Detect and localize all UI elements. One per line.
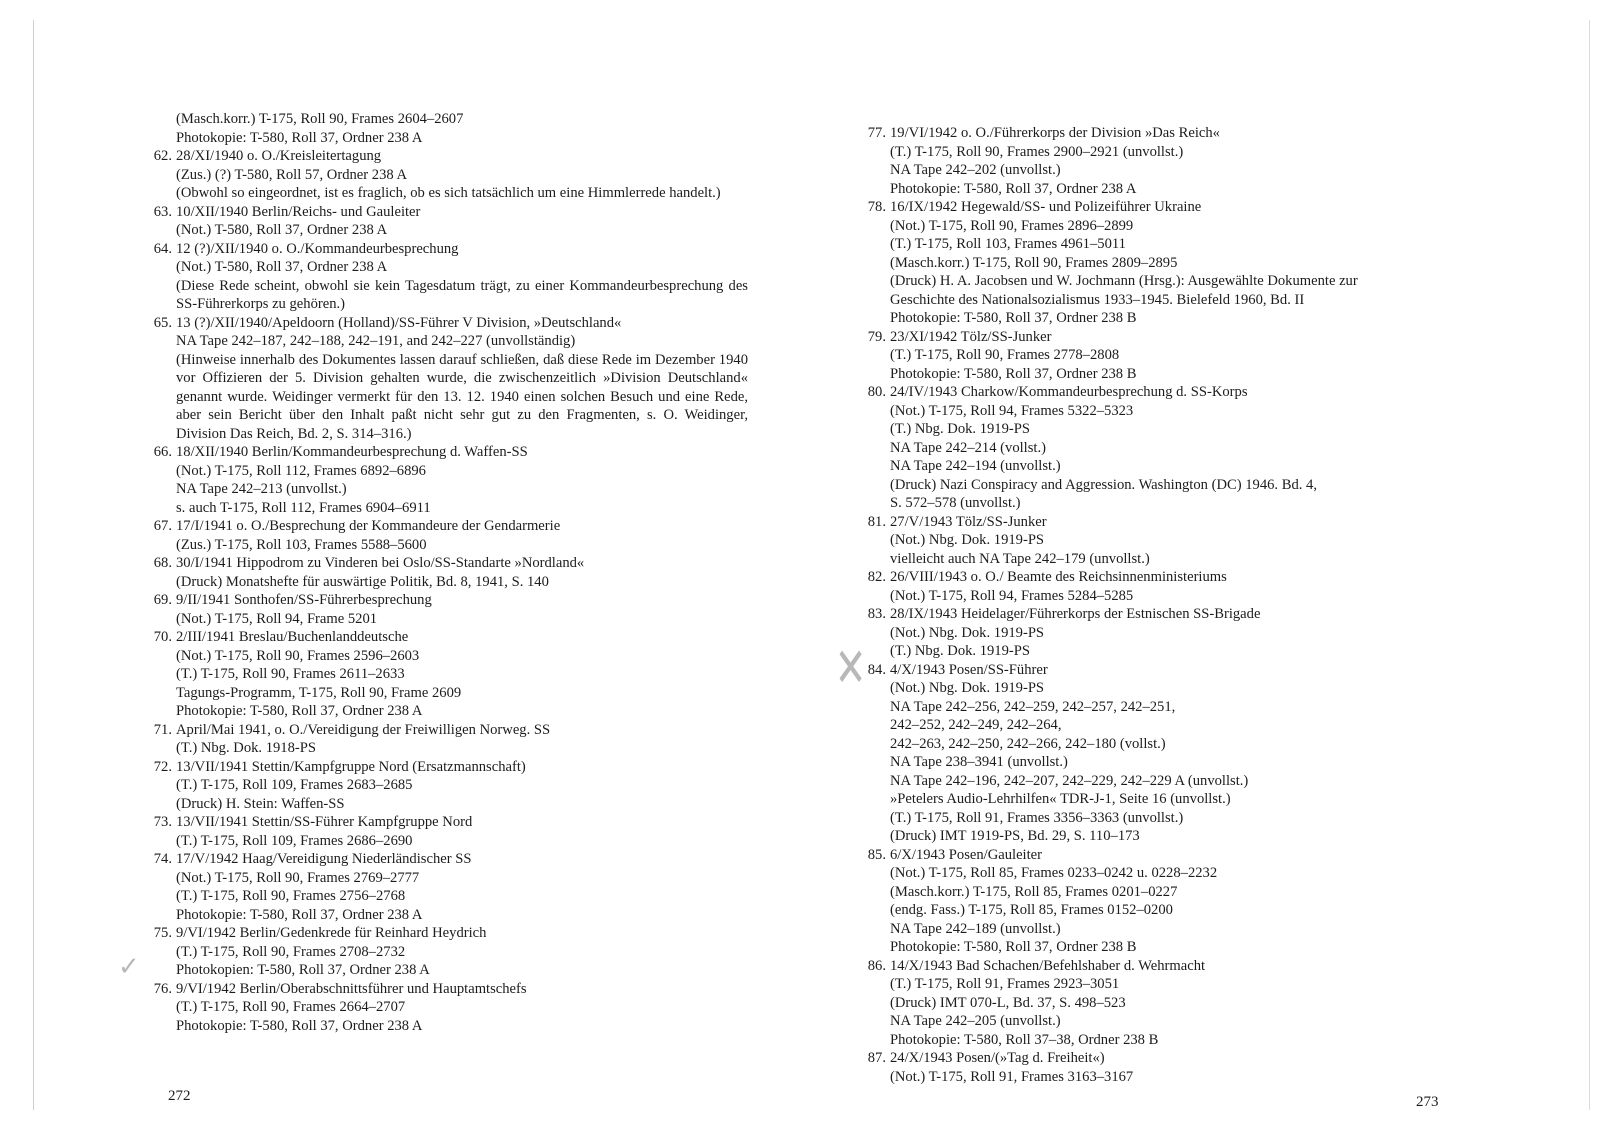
entry-line: Photokopie: T-580, Roll 37, Ordner 238 A: [176, 703, 423, 719]
entry-line: (Zus.) (?) T-580, Roll 57, Ordner 238 A: [176, 166, 408, 183]
entry-line: 28/IX/1943 Heidelager/Führerkorps der Estnischen SS-Brigade: [890, 606, 1261, 622]
entry-item: [148, 980, 748, 1036]
entry-item: [862, 198, 1462, 328]
entry-item: [148, 443, 748, 517]
entry-line: 9/VI/1942 Berlin/Oberabschnittsführer und Hauptamtschefs: [176, 980, 527, 997]
entry-line: 24/X/1943 Posen/(»Tag d. Freiheit«): [890, 1050, 1105, 1066]
entry-line: (Not.) T-175, Roll 112, Frames 6892–6896: [176, 462, 426, 479]
entry-line: 2/III/1941 Breslau/Buchenlanddeutsche: [176, 629, 409, 645]
entry-line: NA Tape 242–202 (unvollst.): [890, 162, 1061, 178]
entry-line: (Masch.korr.) T-175, Roll 90, Frames 2604–2607: [176, 111, 464, 127]
entry-number: 71.: [153, 721, 172, 738]
entry-line: Photokopie: T-580, Roll 37, Ordner 238 A: [176, 129, 423, 146]
entry-line: (Not.) Nbg. Dok. 1919-PS: [890, 624, 1045, 641]
entry-number: 80.: [867, 384, 886, 400]
entry-line: NA Tape 242–205 (unvollst.): [890, 1013, 1061, 1029]
entry-number: 76.: [153, 980, 172, 997]
entry-line: 30/I/1941 Hippodrom zu Vinderen bei Oslo/SS-Standarte »Nordland«: [176, 555, 585, 571]
entry-line: 14/X/1943 Bad Schachen/Befehlshaber d. Wehrmacht: [890, 957, 1206, 974]
entry-line: Photokopie: T-580, Roll 37, Ordner 238 A: [176, 906, 423, 923]
scan-page-edge-left: [33, 20, 34, 1110]
entry-item: [148, 147, 748, 203]
entry-line: (Not.) T-175, Roll 90, Frames 2769–2777: [176, 869, 420, 886]
entry-line: (T.) T-175, Roll 90, Frames 2778–2808: [890, 347, 1120, 363]
entry-line: 24/IV/1943 Charkow/Kommandeurbesprechung d. SS-Korps: [890, 384, 1248, 400]
entry-line: (Not.) T-580, Roll 37, Ordner 238 A: [176, 259, 388, 275]
entry-line: »Petelers Audio-Lehrhilfen« TDR-J-1, Seite 16 (unvollst.): [890, 791, 1231, 807]
entry-line: NA Tape 242–214 (vollst.): [890, 439, 1046, 456]
entry-note: (Obwohl so eingeordnet, ist es fraglich, ob es sich tatsächlich um eine Himmlerrede handelt.): [176, 185, 721, 201]
entry-line: Photokopie: T-580, Roll 37, Ordner 238 B: [890, 939, 1137, 955]
entry-item: [148, 758, 748, 814]
entry-item: [148, 554, 748, 591]
entry-number: 81.: [867, 513, 886, 530]
entry-line: (Not.) Nbg. Dok. 1919-PS: [890, 532, 1045, 548]
entry-note: (Diese Rede scheint, obwohl sie kein Tagesdatum trägt, zu einer Kommandeurbesprechung des SS-Führerkorps zu gehören.): [176, 277, 748, 312]
entry-line: NA Tape 242–196, 242–207, 242–229, 242–229 A (unvollst.): [890, 772, 1249, 789]
entry-line: Photokopie: T-580, Roll 37, Ordner 238 B: [890, 310, 1137, 326]
pencil-cross-mark: ✕: [834, 636, 867, 699]
entry-item: [148, 850, 748, 924]
entry-line: (Not.) T-175, Roll 90, Frames 2896–2899: [890, 217, 1134, 234]
entry-line: NA Tape 242–194 (unvollst.): [890, 458, 1061, 474]
entry-number: 68.: [153, 555, 172, 571]
entry-line: (T.) T-175, Roll 90, Frames 2708–2732: [176, 943, 406, 960]
entry-number: 87.: [867, 1050, 886, 1066]
entry-number: 64.: [153, 240, 172, 257]
entry-item: [862, 383, 1462, 513]
entry-line: Photokopie: T-580, Roll 37, Ordner 238 B: [890, 365, 1137, 382]
entry-line: 9/VI/1942 Berlin/Gedenkrede für Reinhard Heydrich: [176, 925, 487, 941]
entry-line: 12 (?)/XII/1940 o. O./Kommandeurbesprechung: [176, 240, 459, 257]
entry-line: 18/XII/1940 Berlin/Kommandeurbesprechung d. Waffen-SS: [176, 444, 528, 460]
entry-line: (Druck) Nazi Conspiracy and Aggression. Washington (DC) 1946. Bd. 4,: [890, 476, 1317, 493]
entry-line: (T.) T-175, Roll 91, Frames 2923–3051: [890, 976, 1120, 992]
entry-number: 86.: [867, 957, 886, 974]
entry-line: (Not.) T-175, Roll 90, Frames 2596–2603: [176, 647, 420, 664]
entry-line: 13 (?)/XII/1940/Apeldoorn (Holland)/SS-Führer V Division, »Deutschland«: [176, 314, 622, 331]
entry-line: S. 572–578 (unvollst.): [890, 495, 1021, 511]
entry-line: 6/X/1943 Posen/Gauleiter: [890, 846, 1042, 863]
entry-line: (Druck) IMT 1919-PS, Bd. 29, S. 110–173: [890, 828, 1140, 844]
entry-item: [862, 568, 1462, 605]
entry-line: (T.) T-175, Roll 103, Frames 4961–5011: [890, 236, 1126, 252]
entry-number: 66.: [153, 444, 172, 460]
entry-number: 83.: [867, 606, 886, 622]
entry-number: 82.: [867, 569, 886, 585]
entry-line: 27/V/1943 Tölz/SS-Junker: [890, 513, 1047, 530]
entry-line: 28/XI/1940 o. O./Kreisleitertagung: [176, 148, 382, 164]
page-number-right: 273: [1416, 1094, 1439, 1110]
entry-note: (Hinweise innerhalb des Dokumentes lassen darauf schließen, daß diese Rede im Dezember 1940 vor Offizieren der 5. Division gehalten wurde, die zwischenzeitlich »Division Deutschland« genannt wurde. Weidinger vermerkt für den 13. 12. 1940 einen solchen Besuch und eine Rede, aber sein Bericht über den Inhalt paßt nicht sehr gut zu den Fragmenten, s. O. Weidinger, Division Das Reich, Bd. 2, S. 314–316.): [176, 351, 748, 442]
entry-line: (T.) T-175, Roll 109, Frames 2686–2690: [176, 832, 413, 849]
entry-line: (Masch.korr.) T-175, Roll 85, Frames 0201–0227: [890, 883, 1178, 900]
entry-line: (Not.) T-175, Roll 94, Frame 5201: [176, 610, 378, 627]
entry-line: NA Tape 242–213 (unvollst.): [176, 481, 347, 497]
entry-line: (Not.) T-175, Roll 85, Frames 0233–0242 u. 0228–2232: [890, 865, 1218, 881]
entry-line: 10/XII/1940 Berlin/Reichs- und Gauleiter: [176, 203, 421, 220]
entry-line: (Not.) T-580, Roll 37, Ordner 238 A: [176, 222, 388, 238]
entry-line: (Druck) H. Stein: Waffen-SS: [176, 795, 345, 812]
entry-number: 74.: [153, 851, 172, 867]
entry-line: NA Tape 242–189 (unvollst.): [890, 920, 1061, 937]
entry-line: Geschichte des Nationalsozialismus 1933–1945. Bielefeld 1960, Bd. II: [890, 291, 1305, 308]
entry-line: NA Tape 242–256, 242–259, 242–257, 242–251,: [890, 698, 1176, 715]
entry-line: (Not.) T-175, Roll 91, Frames 3163–3167: [890, 1068, 1134, 1085]
entry-line: (Not.) T-175, Roll 94, Frames 5322–5323: [890, 402, 1134, 419]
entry-line: vielleicht auch NA Tape 242–179 (unvollst.): [890, 550, 1150, 567]
entry-line: s. auch T-175, Roll 112, Frames 6904–6911: [176, 499, 431, 516]
entry-number: 63.: [153, 203, 172, 220]
scan-page-edge-right: [1589, 20, 1590, 1110]
entry-line: (T.) T-175, Roll 90, Frames 2756–2768: [176, 888, 406, 904]
entry-line: 242–252, 242–249, 242–264,: [890, 717, 1062, 733]
entry-number: 69.: [153, 592, 172, 608]
entry-number: 62.: [153, 148, 172, 164]
entry-line: 16/IX/1942 Hegewald/SS- und Polizeiführer Ukraine: [890, 199, 1202, 215]
entry-number: 65.: [153, 314, 172, 331]
entry-item: [148, 517, 748, 554]
entry-line: 17/I/1941 o. O./Besprechung der Kommandeure der Gendarmerie: [176, 518, 561, 534]
left-page-column: [148, 110, 748, 1035]
entry-number: 67.: [153, 518, 172, 534]
entry-line: 17/V/1942 Haag/Vereidigung Niederländischer SS: [176, 851, 472, 867]
entry-item: [862, 605, 1462, 661]
entry-item: [862, 124, 1462, 198]
left-page-continued-entry: [148, 110, 748, 147]
entry-line: 9/II/1941 Sonthofen/SS-Führerbesprechung: [176, 592, 432, 608]
entry-line: (T.) Nbg. Dok. 1918-PS: [176, 740, 316, 756]
entry-line: (Not.) Nbg. Dok. 1919-PS: [890, 680, 1045, 696]
entry-line: (Druck) IMT 070-L, Bd. 37, S. 498–523: [890, 994, 1126, 1011]
entry-number: 75.: [153, 925, 172, 941]
entry-line: 19/VI/1942 o. O./Führerkorps der Division »Das Reich«: [890, 125, 1220, 141]
entry-line: NA Tape 242–187, 242–188, 242–191, and 242–227 (unvollständig): [176, 333, 576, 349]
entry-line: 242–263, 242–250, 242–266, 242–180 (vollst.): [890, 735, 1166, 752]
entry-number: 78.: [867, 199, 886, 215]
entry-line: NA Tape 238–3941 (unvollst.): [890, 754, 1068, 770]
entry-line: (T.) T-175, Roll 109, Frames 2683–2685: [176, 777, 413, 793]
entry-line: 23/XI/1942 Tölz/SS-Junker: [890, 328, 1052, 345]
entry-number: 77.: [867, 125, 886, 141]
entry-item: [862, 328, 1462, 384]
entry-item: [862, 661, 1462, 846]
entry-number: 84.: [867, 661, 886, 678]
entry-line: 13/VII/1941 Stettin/Kampfgruppe Nord (Ersatzmannschaft): [176, 758, 526, 775]
entry-item: [148, 628, 748, 721]
page-number-left: 272: [168, 1088, 191, 1104]
entry-line: (Druck) H. A. Jacobsen und W. Jochmann (Hrsg.): Ausgewählte Dokumente zur: [890, 273, 1358, 289]
entry-line: (Zus.) T-175, Roll 103, Frames 5588–5600: [176, 536, 427, 553]
entry-line: 13/VII/1941 Stettin/SS-Führer Kampfgruppe Nord: [176, 814, 473, 830]
entry-number: 85.: [867, 846, 886, 863]
entry-line: (T.) T-175, Roll 90, Frames 2664–2707: [176, 999, 406, 1015]
entry-line: (Not.) T-175, Roll 94, Frames 5284–5285: [890, 587, 1134, 604]
entry-line: Photokopie: T-580, Roll 37–38, Ordner 238 B: [890, 1031, 1159, 1048]
entry-line: Photokopien: T-580, Roll 37, Ordner 238 A: [176, 962, 430, 978]
entry-item: [862, 513, 1462, 569]
entry-line: (T.) T-175, Roll 90, Frames 2900–2921 (unvollst.): [890, 143, 1184, 160]
entry-line: (T.) Nbg. Dok. 1919-PS: [890, 421, 1030, 437]
entry-number: 73.: [153, 814, 172, 830]
entry-line: (T.) Nbg. Dok. 1919-PS: [890, 643, 1030, 659]
entry-number: 72.: [153, 758, 172, 775]
entry-item: [862, 846, 1462, 957]
right-page-column: [862, 124, 1462, 1086]
entry-item: [862, 957, 1462, 1050]
entry-item: [148, 591, 748, 628]
pencil-check-mark: ✓: [118, 952, 140, 982]
entry-line: Tagungs-Programm, T-175, Roll 90, Frame 2609: [176, 684, 462, 701]
entry-item: [148, 203, 748, 240]
entry-line: (Druck) Monatshefte für auswärtige Politik, Bd. 8, 1941, S. 140: [176, 573, 549, 590]
entry-line: 4/X/1943 Posen/SS-Führer: [890, 661, 1048, 678]
entry-line: (T.) T-175, Roll 90, Frames 2611–2633: [176, 666, 405, 682]
entry-line: (Masch.korr.) T-175, Roll 90, Frames 2809–2895: [890, 254, 1178, 271]
entry-number: 70.: [153, 629, 172, 645]
entry-line: Photokopie: T-580, Roll 37, Ordner 238 A: [176, 1017, 423, 1034]
entry-number: 79.: [867, 328, 886, 345]
entry-line: (endg. Fass.) T-175, Roll 85, Frames 0152–0200: [890, 902, 1173, 918]
entry-item: [862, 1049, 1462, 1086]
entry-item: [148, 813, 748, 850]
entry-line: (T.) T-175, Roll 91, Frames 3356–3363 (unvollst.): [890, 809, 1184, 826]
entry-line: 26/VIII/1943 o. O./ Beamte des Reichsinnenministeriums: [890, 569, 1227, 585]
entry-item: [148, 721, 748, 758]
entry-item: [148, 314, 748, 444]
entry-item: [148, 240, 748, 314]
entry-line: Photokopie: T-580, Roll 37, Ordner 238 A: [890, 180, 1137, 197]
entry-line: April/Mai 1941, o. O./Vereidigung der Freiwilligen Norweg. SS: [176, 721, 551, 738]
entry-item: [148, 924, 748, 980]
